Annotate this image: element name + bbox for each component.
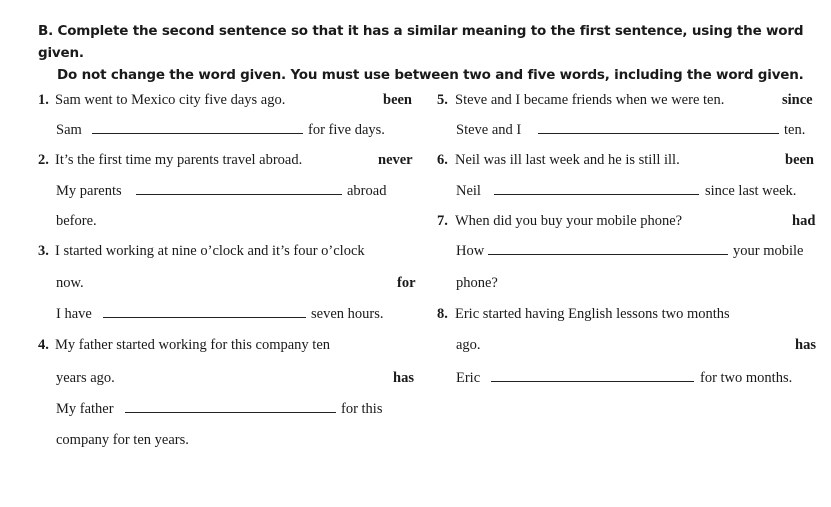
item-6-prompt-end: since last week. xyxy=(705,183,797,199)
item-3-sentence: I started working at nine o’clock and it’s four o’clock xyxy=(55,243,365,259)
item-3-keyword: for xyxy=(397,275,416,291)
item-6-answer-blank[interactable] xyxy=(494,194,699,195)
item-5-sentence: Steve and I became friends when we were ten. xyxy=(455,92,725,108)
item-3-answer-blank[interactable] xyxy=(103,317,306,318)
instructions-line-1: B. Complete the second sentence so that it has a similar meaning to the first sentence, using the word given. xyxy=(38,23,804,61)
item-4-prompt-cont: company for ten years. xyxy=(56,432,189,448)
item-number: 3. xyxy=(38,243,49,259)
item-5-prompt-start: Steve and I xyxy=(456,122,522,138)
item-1-keyword: been xyxy=(383,92,412,108)
item-8-answer-blank[interactable] xyxy=(491,381,694,382)
item-4-prompt-start: My father xyxy=(56,401,114,417)
item-2-answer-blank[interactable] xyxy=(136,194,342,195)
item-1-sentence: Sam went to Mexico city five days ago. xyxy=(55,92,286,108)
item-6-prompt-start: Neil xyxy=(456,183,481,199)
item-number: 8. xyxy=(437,306,448,322)
exercise-instructions xyxy=(38,20,828,86)
item-7-keyword: had xyxy=(792,213,816,229)
item-5-answer-blank[interactable] xyxy=(538,133,779,134)
item-2-prompt-start: My parents xyxy=(56,183,122,199)
item-6-keyword: been xyxy=(785,152,814,168)
item-1-prompt-start: Sam xyxy=(56,122,82,138)
item-4-sentence-cont: years ago. xyxy=(56,370,115,386)
item-7-prompt-end: your mobile xyxy=(733,243,804,259)
item-8-sentence: Eric started having English lessons two months xyxy=(455,306,730,322)
instructions-line-2: Do not change the word given. You must use between two and five words, including the word given. xyxy=(57,67,804,83)
item-number: 4. xyxy=(38,337,49,353)
item-6-sentence: Neil was ill last week and he is still ill. xyxy=(455,152,680,168)
item-2-keyword: never xyxy=(378,152,413,168)
item-4-sentence: My father started working for this company ten xyxy=(55,337,331,353)
item-number: 2. xyxy=(38,152,49,168)
item-2-prompt-cont: before. xyxy=(56,213,97,229)
item-3-sentence-cont: now. xyxy=(56,275,84,291)
item-7-prompt-cont: phone? xyxy=(456,275,498,291)
item-number: 6. xyxy=(437,152,448,168)
item-7-sentence: When did you buy your mobile phone? xyxy=(455,213,683,229)
item-2-prompt-end: abroad xyxy=(347,183,387,199)
item-3-prompt-end: seven hours. xyxy=(311,306,384,322)
item-3-prompt-start: I have xyxy=(56,306,92,322)
item-number: 7. xyxy=(437,213,448,229)
item-number: 5. xyxy=(437,92,448,108)
item-2-sentence: It’s the first time my parents travel abroad. xyxy=(55,152,303,168)
item-7-prompt-start: How xyxy=(456,243,485,259)
item-1-answer-blank[interactable] xyxy=(92,133,303,134)
item-4-prompt-end: for this xyxy=(341,401,383,417)
item-5-prompt-end: ten. xyxy=(784,122,806,138)
item-5-keyword: since xyxy=(782,92,813,108)
item-7-answer-blank[interactable] xyxy=(488,254,728,255)
item-8-sentence-cont: ago. xyxy=(456,337,481,353)
item-8-prompt-end: for two months. xyxy=(700,370,793,386)
item-8-keyword: has xyxy=(795,337,816,353)
item-8-prompt-start: Eric xyxy=(456,370,481,386)
item-number: 1. xyxy=(38,92,49,108)
item-4-answer-blank[interactable] xyxy=(125,412,336,413)
item-4-keyword: has xyxy=(393,370,414,386)
item-1-prompt-end: for five days. xyxy=(308,122,385,138)
